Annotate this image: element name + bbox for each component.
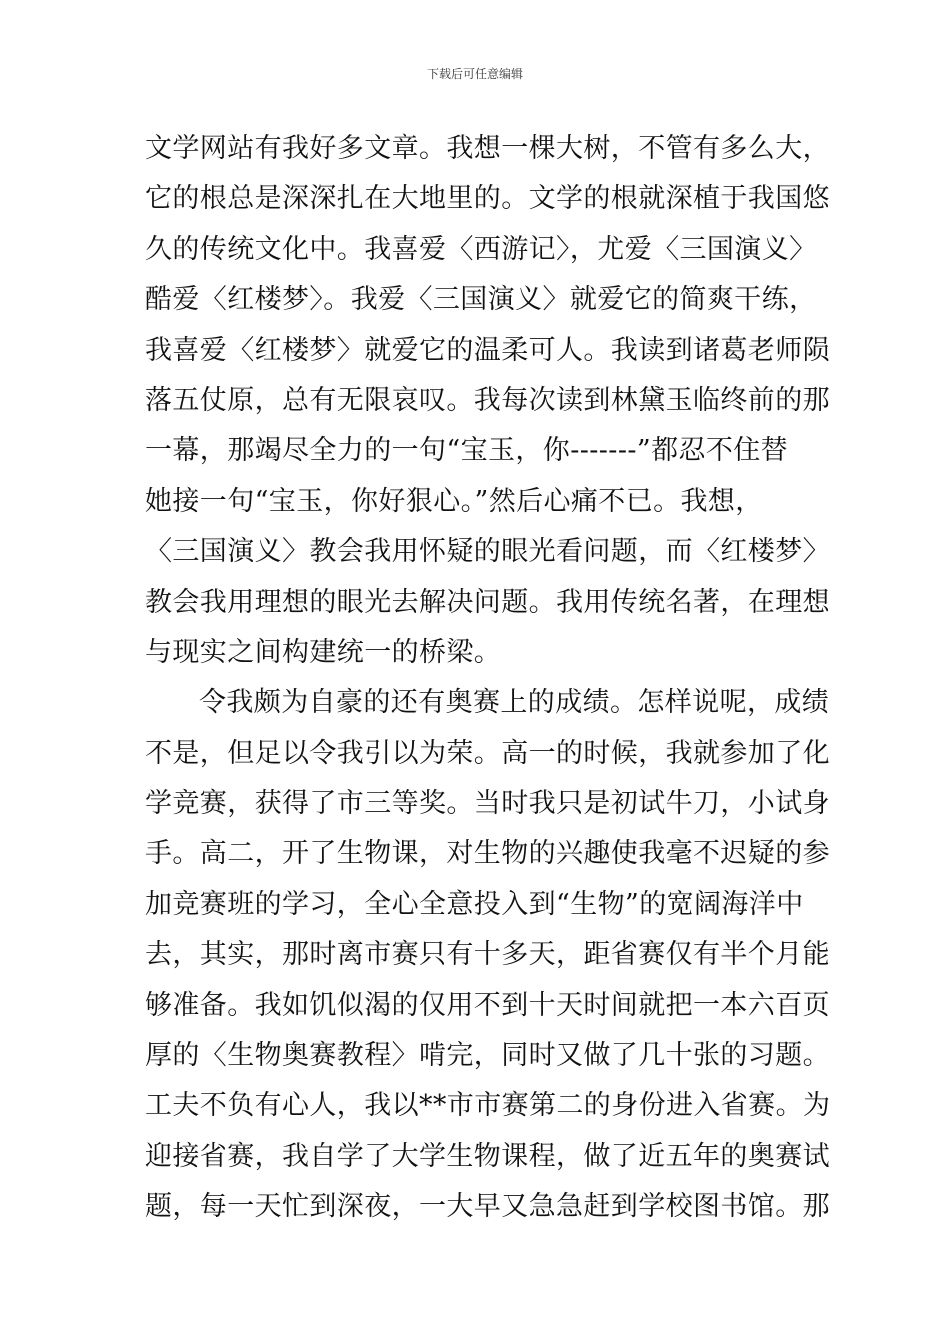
text-line: 工夫不负有心人，我以**市市赛第二的身份进入省赛。为 xyxy=(145,1090,831,1122)
text-line: 教会我用理想的眼光去解决问题。我用传统名著，在理想 xyxy=(145,586,830,618)
text-line: 〈三国演义〉教会我用怀疑的眼光看问题，而〈红楼梦〉 xyxy=(145,536,830,568)
text-line: 它的根总是深深扎在大地里的。文学的根就深植于我国悠 xyxy=(145,183,830,215)
text-line: 酷爱〈红楼梦〉。我爱〈三国演义〉就爱它的简爽干练， xyxy=(145,284,817,316)
text-line: 与现实之间构建统一的桥梁。 xyxy=(145,636,502,668)
text-line: 令我颇为自豪的还有奥赛上的成绩。怎样说呢，成绩 xyxy=(199,687,830,719)
paragraph-2 xyxy=(145,678,831,1232)
document-body xyxy=(145,124,831,1233)
text-line: 学竞赛，获得了市三等奖。当时我只是初试牛刀，小试身 xyxy=(145,788,830,820)
page-header: 下载后可任意编辑 xyxy=(426,67,523,81)
text-line: 文学网站有我好多文章。我想一棵大树，不管有多么大， xyxy=(145,133,830,164)
text-line: 去，其实，那时离市赛只有十多天，距省赛仅有半个月能 xyxy=(145,939,830,971)
text-line: 一幕，那竭尽全力的一句“宝玉，你-------”都忍不住替 xyxy=(145,435,789,467)
text-line: 久的传统文化中。我喜爱〈西游记〉，尤爱〈三国演义〉 xyxy=(145,233,817,265)
paragraph-1 xyxy=(145,124,830,678)
text-line: 落五仗原，总有无限哀叹。我每次读到林黛玉临终前的那 xyxy=(145,384,830,416)
text-line: 加竞赛班的学习，全心全意投入到“生物”的宽阔海洋中 xyxy=(145,888,804,920)
text-line: 她接一句“宝玉，你好狠心。”然后心痛不已。我想， xyxy=(145,485,763,517)
text-line: 手。高二，开了生物课，对生物的兴趣使我毫不迟疑的参 xyxy=(145,838,830,870)
text-line: 迎接省赛，我自学了大学生物课程，做了近五年的奥赛试 xyxy=(145,1140,830,1172)
text-line: 题，每一天忙到深夜，一大早又急急赶到学校图书馆。那 xyxy=(145,1191,830,1223)
text-line: 够准备。我如饥似渴的仅用不到十天时间就把一本六百页 xyxy=(145,989,830,1021)
text-line: 不是，但足以令我引以为荣。高一的时候，我就参加了化 xyxy=(145,737,830,769)
text-line: 我喜爱〈红楼梦〉就爱它的温柔可人。我读到诸葛老师陨 xyxy=(145,334,830,366)
text-line: 厚的〈生物奥赛教程〉啃完，同时又做了几十张的习题。 xyxy=(145,1040,830,1072)
